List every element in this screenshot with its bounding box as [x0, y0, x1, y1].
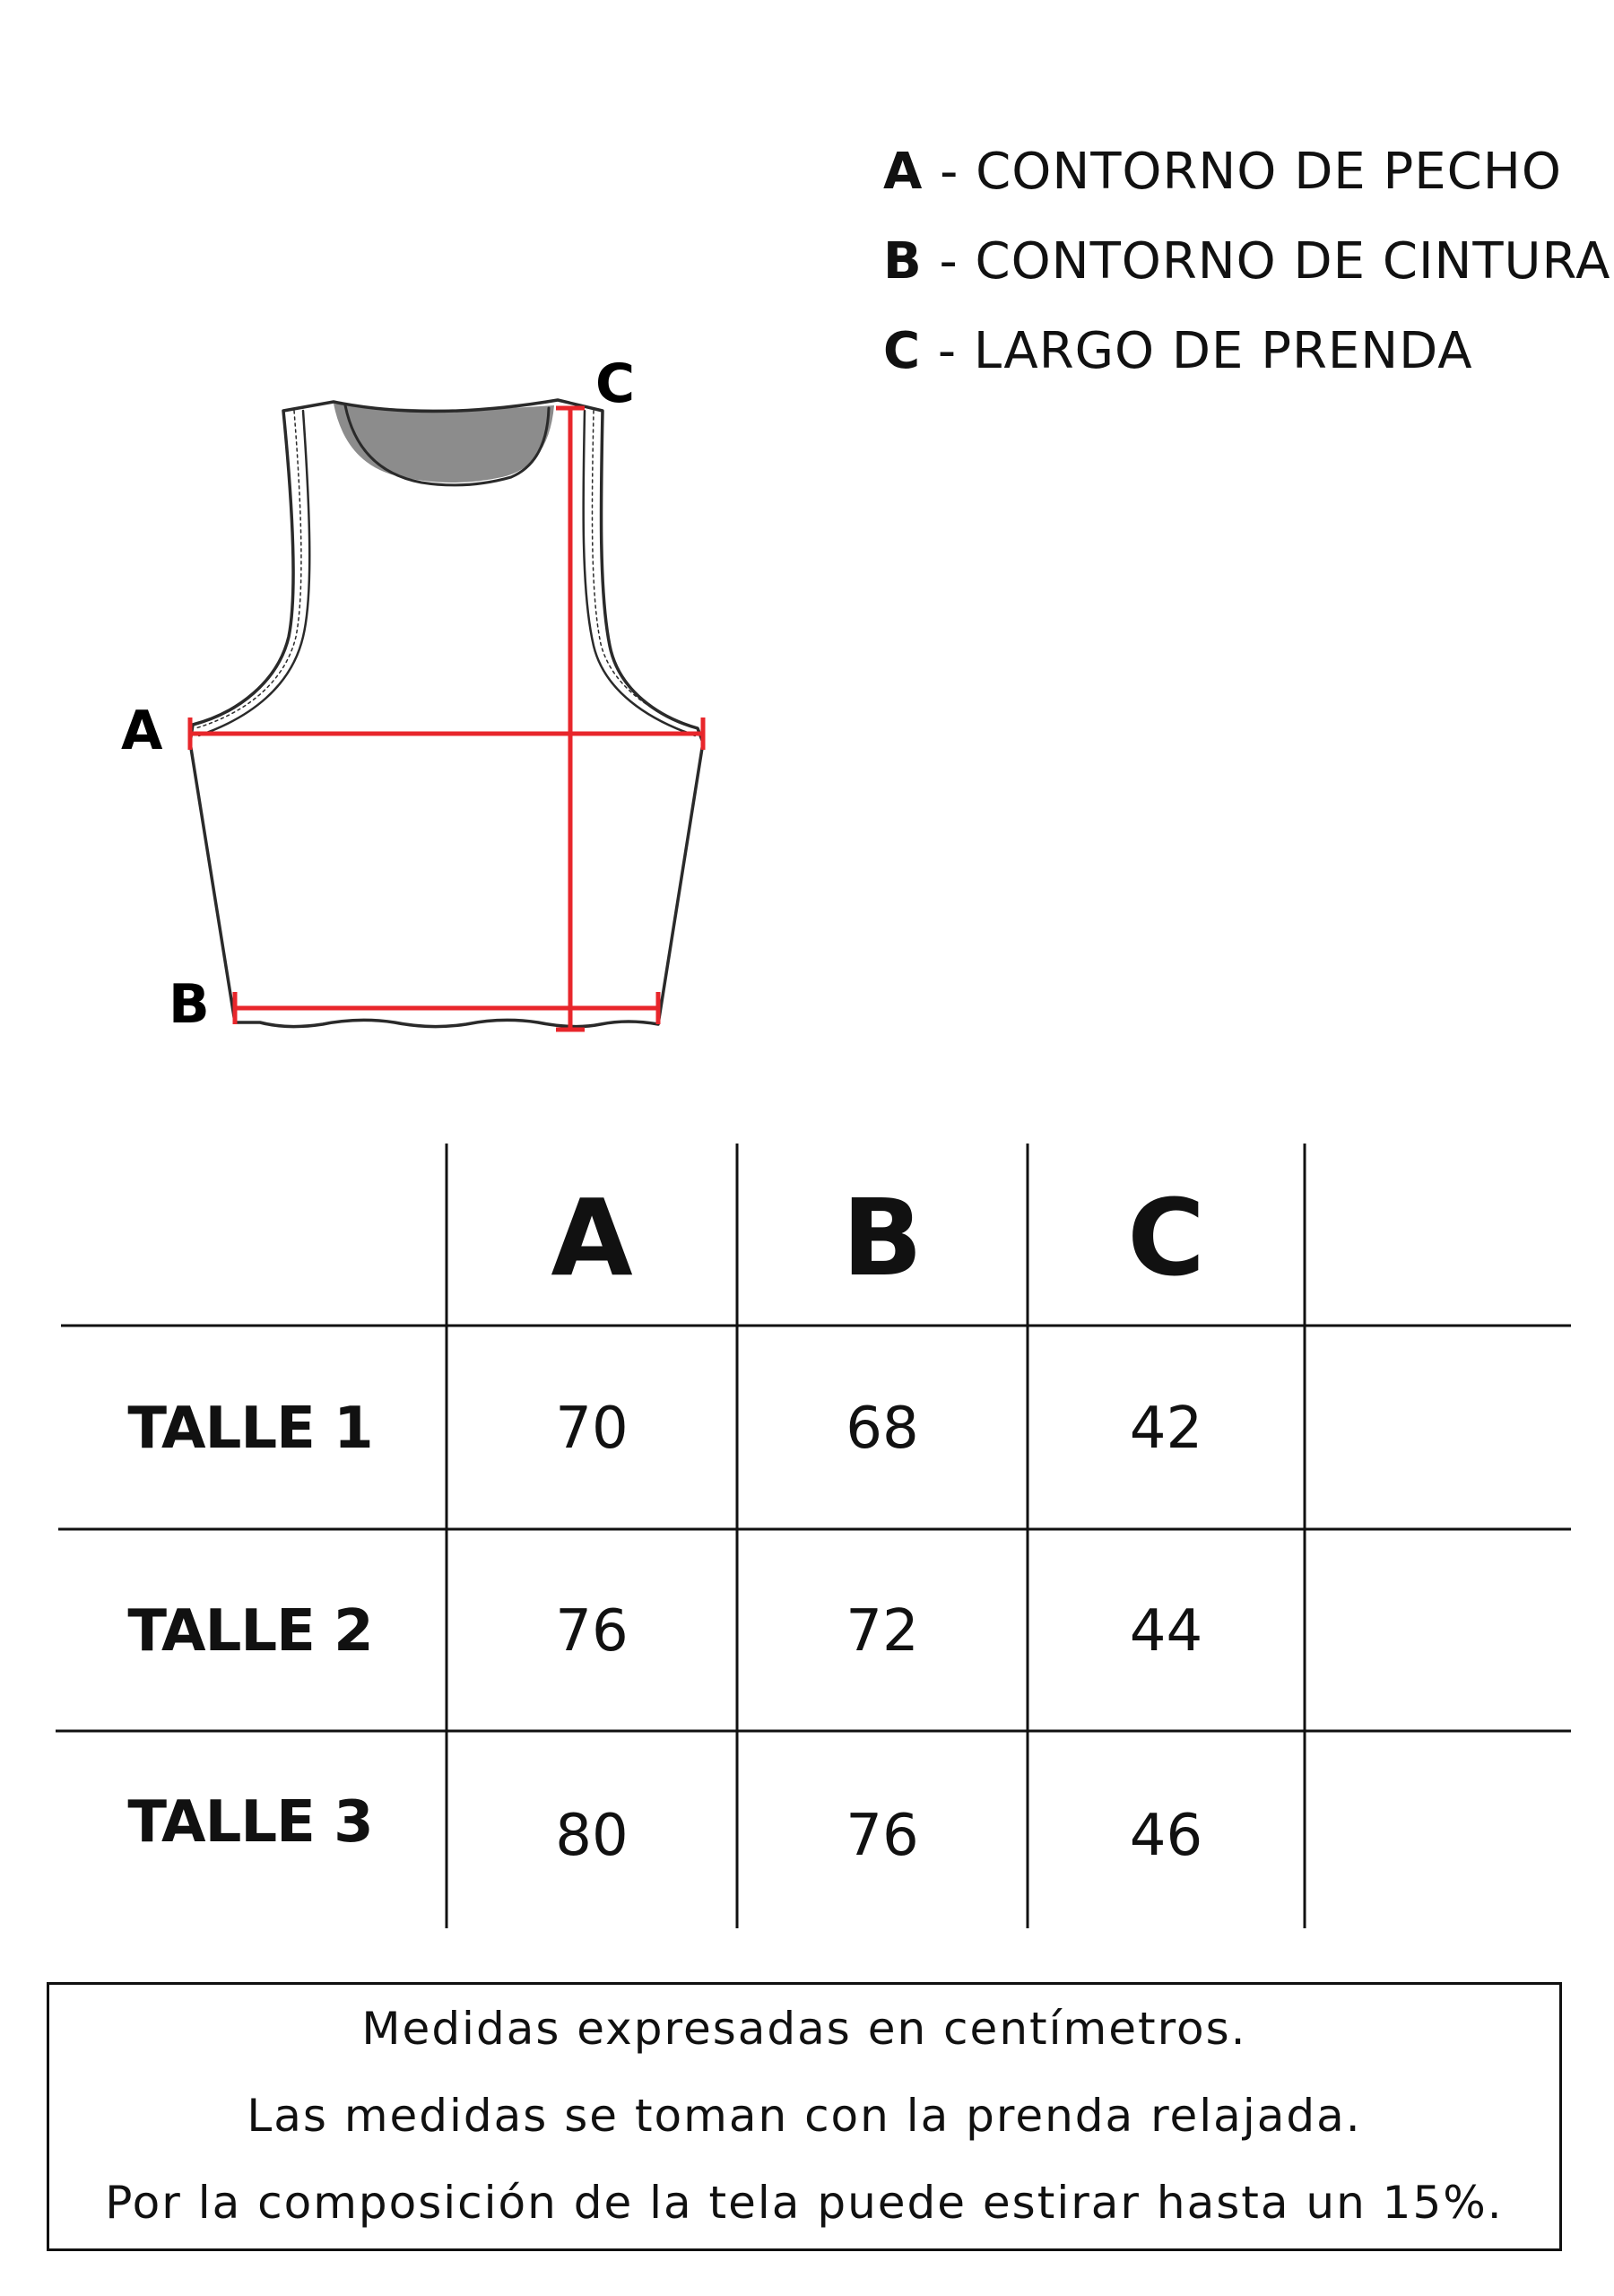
table-cell: 76 — [846, 1803, 919, 1869]
notes-box — [47, 1982, 1562, 2251]
legend-key: B — [883, 232, 923, 291]
table-cell: 72 — [846, 1597, 919, 1665]
column-header-a: A — [551, 1176, 633, 1300]
row-label-talle-2: TALLE 2 — [127, 1597, 373, 1665]
legend-key: C — [883, 322, 922, 380]
legend-key: A — [883, 143, 924, 201]
diagram-label-b: B — [169, 973, 210, 1036]
table-cell: 80 — [555, 1803, 629, 1869]
column-header-c: C — [1127, 1176, 1205, 1300]
diagram-label-c: C — [595, 352, 636, 415]
table-cell: 46 — [1129, 1803, 1203, 1869]
row-label-talle-1: TALLE 1 — [127, 1395, 373, 1462]
table-cell: 68 — [846, 1395, 919, 1462]
note-line-2: Las medidas se toman con la prenda relajada. — [247, 2090, 1362, 2142]
table-cell: 70 — [555, 1395, 629, 1462]
row-label-talle-3: TALLE 3 — [127, 1789, 373, 1856]
table-cell: 76 — [555, 1597, 629, 1665]
column-header-b: B — [842, 1176, 923, 1300]
legend-text: - CONTORNO DE PECHO — [923, 143, 1562, 201]
table-cell: 42 — [1129, 1395, 1203, 1462]
table-cell: 44 — [1129, 1597, 1203, 1665]
note-line-3: Por la composición de la tela puede estirar hasta un 15%. — [105, 2177, 1504, 2229]
diagram-label-a: A — [121, 700, 163, 762]
note-line-1: Medidas expresadas en centímetros. — [361, 2003, 1247, 2055]
legend-text: - CONTORNO DE CINTURA — [922, 232, 1611, 291]
legend-text: - LARGO DE PRENDA — [921, 322, 1473, 380]
